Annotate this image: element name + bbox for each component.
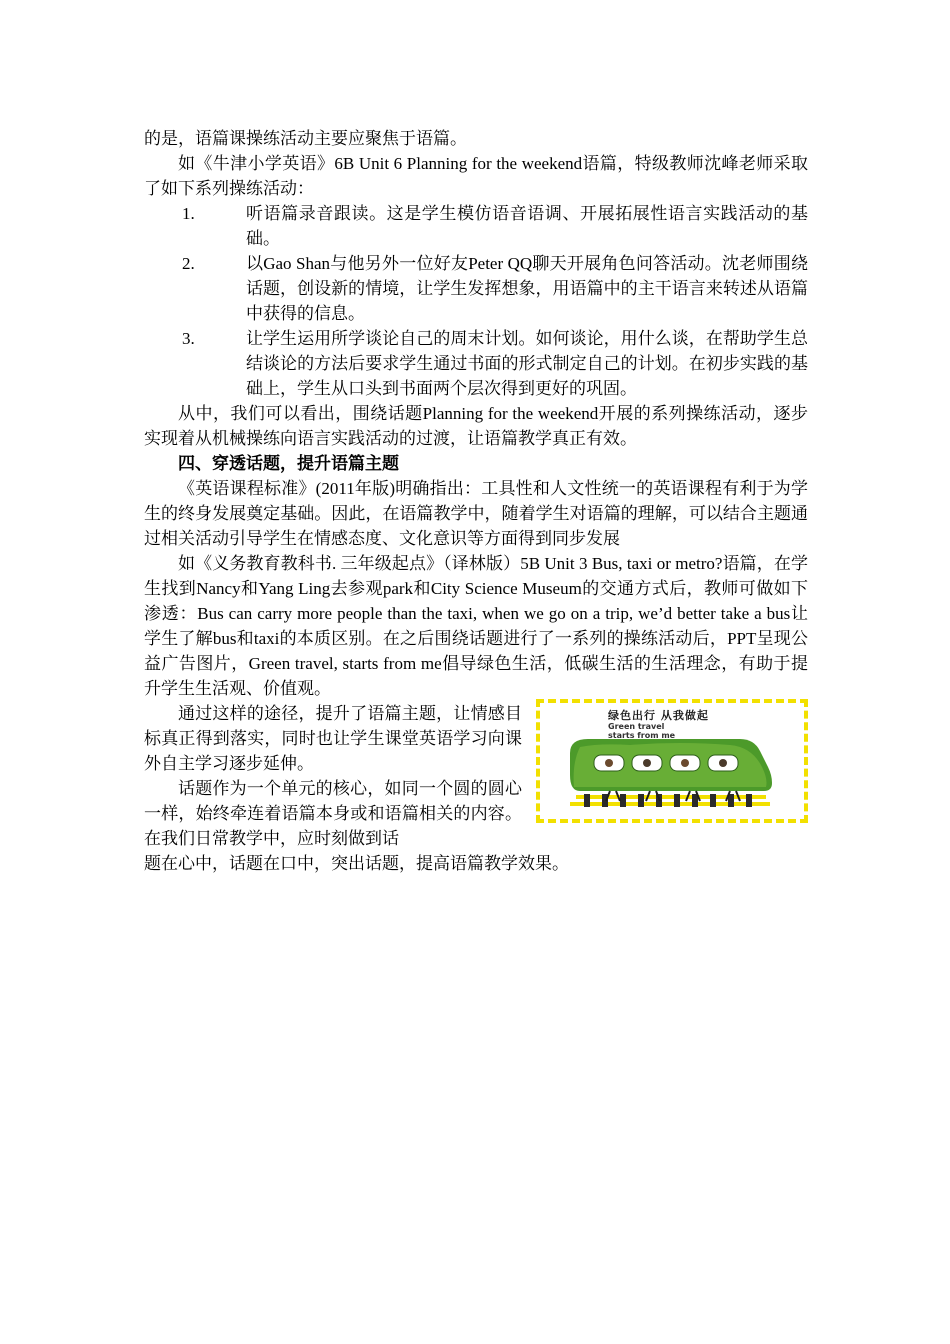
list-item-text: 让学生运用所学谈论自己的周末计划。如何谈论，用什么谈，在帮助学生总结谈论的方法后要求学生通过书面的形式制定自己的计划。在初步实践的基础上，学生从口头到书面两个层次得到更好的巩固。 [246, 329, 808, 398]
poster-title: 绿色出行 从我做起 [608, 709, 709, 722]
list-item [144, 251, 808, 326]
list-item-text: 听语篇录音跟读。这是学生模仿语音语调、开展拓展性语言实践活动的基础。 [246, 204, 808, 248]
paragraph-topic-core: 话题作为一个单元的核心，如同一个圆的圆心一样，始终牵连着语篇本身或和语篇相关的内容。在我们日常教学中，应时刻做到话 [144, 779, 522, 848]
paragraph-topic-core-end: 题在心中，话题在口中，突出话题，提高语篇教学效果。 [144, 854, 569, 873]
paragraph-theme: 通过这样的途径，提升了语篇主题，让情感目标真正得到落实，同时也让学生课堂英语学习向课外自主学习逐步延伸。 [144, 704, 522, 773]
list-item-number: 2. [182, 254, 195, 273]
green-travel-poster [536, 699, 808, 823]
paragraph-example-oxford: 如《牛津小学英语》6B Unit 6 Planning for the weekend语篇，特级教师沈峰老师采取了如下系列操练活动： [144, 154, 808, 198]
list-item [144, 326, 808, 401]
paragraph-example-yilin: 如《义务教育教科书. 三年级起点》（译林版）5B Unit 3 Bus, taxi or metro?语篇，在学生找到Nancy和Yang Ling去参观park和City Science Museum的交通方式后，教师可做如下渗透：Bus can carry more people than the taxi, when we go on a trip, we’d better take a bus让学生了解bus和taxi的本质区别。在之后围绕话题进行了一系列的操练活动后，PPT呈现公益广告图片，Green travel, starts from me倡导绿色生活，低碳生活的生活理念，有助于提升学生生活观、价值观。 [144, 554, 808, 698]
paragraph-summary: 从中，我们可以看出，围绕话题Planning for the weekend开展的系列操练活动，逐步实现着从机械操练向语言实践活动的过渡，让语篇教学真正有效。 [144, 404, 808, 448]
paragraph-intro-tail: 的是，语篇课操练活动主要应聚焦于语篇。 [144, 129, 467, 148]
activity-list [144, 201, 808, 401]
list-item-number: 1. [182, 204, 195, 223]
list-item-text: 以Gao Shan与他另外一位好友Peter QQ聊天开展角色问答活动。沈老师围绕话题，创设新的情境，让学生发挥想象，用语篇中的主干语言来转述从语篇中获得的信息。 [246, 254, 808, 323]
poster-subtitle-line: starts from me [608, 731, 676, 740]
list-item-number: 3. [182, 329, 195, 348]
list-item [144, 201, 808, 251]
poster-subtitle [608, 722, 688, 740]
section-heading: 四、穿透话题，提升语篇主题 [178, 454, 399, 473]
paragraph-curriculum: 《英语课程标准》(2011年版)明确指出：工具性和人文性统一的英语课程有利于为学生的终身发展奠定基础。因此，在语篇教学中，随着学生对语篇的理解，可以结合主题通过相关活动引导学生在情感态度、文化意识等方面得到同步发展 [144, 479, 808, 548]
poster-subtitle-line: Green travel [608, 722, 665, 731]
